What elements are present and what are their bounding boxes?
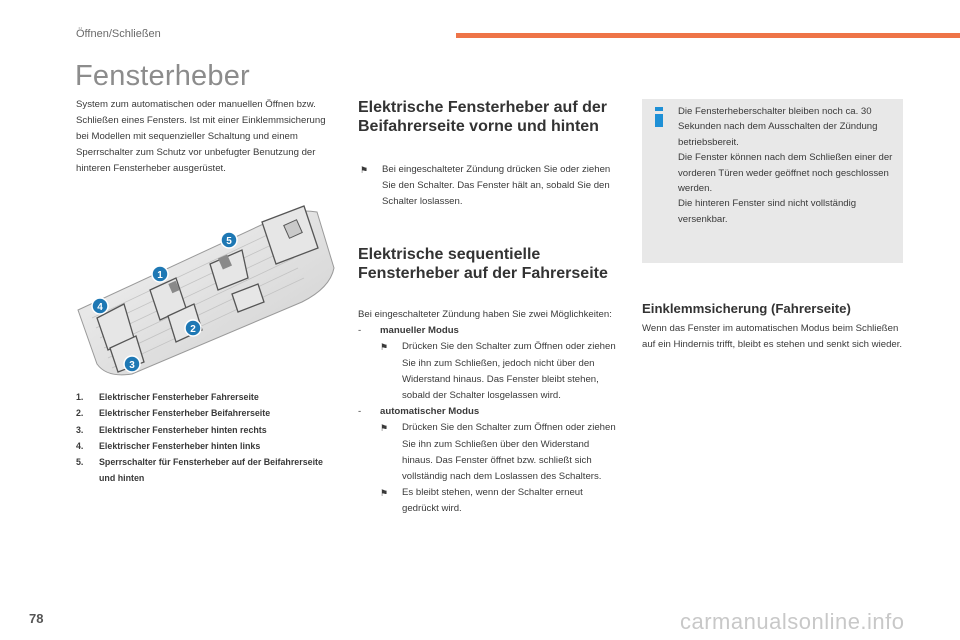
callout-3 bbox=[124, 356, 140, 372]
bullet-flag-icon: ⚑ bbox=[380, 342, 389, 353]
svg-text:2: 2 bbox=[190, 324, 196, 335]
info-icon bbox=[652, 107, 666, 127]
callout-1 bbox=[152, 266, 168, 282]
manual-bullet: ⚑ Drücken Sie den Schalter zum Öffnen oder ziehen Sie ihn zum Schließen, jedoch nicht über den Widerstand hinaus. Das Fenster bleibt stehen, sobald der Schalter losgelassen wird. bbox=[358, 339, 620, 404]
bullet-flag-icon: ⚑ bbox=[360, 165, 369, 175]
driver-intro: Bei eingeschalteter Zündung haben Sie zwei Möglichkeiten: bbox=[358, 309, 612, 320]
driver-windows-heading: Elektrische sequentielle Fensterheber auf der Fahrerseite bbox=[358, 246, 608, 282]
section-label: Öffnen/Schließen bbox=[76, 28, 161, 40]
callout-2 bbox=[185, 320, 201, 336]
intro-paragraph: System zum automatischen oder manuellen Öffnen bzw. Schließen eines Fensters. Ist mit einer Einklemmsicherung bei Modellen mit sequenzieller Schaltung und einem Sperrschalter zum Schutz vor unbefugter Benutzung der hinteren Fensterheber ausgerüstet. bbox=[76, 99, 326, 174]
legend-item: 4. Elektrischer Fensterheber hinten links bbox=[76, 440, 261, 451]
info-text: Die Fensterheberschalter bleiben noch ca. 30 Sekunden nach dem Ausschalten der Zündung betriebsbereit. Die Fenster können nach dem Schließen einer der vorderen Türen weder geöffnet noch geschlossen werden. Die hinteren Fenster sind nicht vollständig versenkbar. bbox=[678, 106, 893, 225]
passenger-windows-bullet: ⚑ Bei eingeschalteter Zündung drücken Sie oder ziehen Sie den Schalter. Das Fenster hält an, sobald Sie den Schalter loslassen. bbox=[360, 162, 622, 211]
page-title: Fensterheber bbox=[75, 60, 250, 92]
mode-manual: - manueller Modus bbox=[358, 325, 459, 337]
svg-text:3: 3 bbox=[129, 360, 135, 371]
page-number: 78 bbox=[29, 611, 44, 626]
bullet-flag-icon: ⚑ bbox=[380, 488, 389, 499]
header-accent-bar bbox=[456, 33, 960, 38]
window-switch-diagram bbox=[72, 198, 337, 378]
callout-4 bbox=[92, 298, 108, 314]
svg-text:4: 4 bbox=[97, 302, 103, 313]
callout-5 bbox=[221, 232, 237, 248]
svg-text:5: 5 bbox=[226, 236, 232, 247]
legend-item: 5. Sperrschalter für Fensterheber auf der Beifahrerseite und hinten bbox=[76, 457, 323, 484]
anti-pinch-text: Wenn das Fenster im automatischen Modus beim Schließen auf ein Hindernis trifft, bleibt es stehen und senkt sich wieder. bbox=[642, 323, 903, 351]
anti-pinch-heading: Einklemmsicherung (Fahrerseite) bbox=[642, 301, 851, 316]
auto-bullet-2: ⚑ Es bleibt stehen, wenn der Schalter erneut gedrückt wird. bbox=[358, 485, 620, 517]
mode-auto: - automatischer Modus bbox=[358, 406, 480, 418]
legend-item: 2. Elektrischer Fensterheber Beifahrerseite bbox=[76, 408, 271, 419]
auto-bullet-1: ⚑ Drücken Sie den Schalter zum Öffnen oder ziehen Sie ihn zum Schließen über den Widerstand hinaus. Das Fenster öffnet bzw. schließt sich vollständig nach dem Loslassen des Schalters. bbox=[358, 420, 620, 485]
legend-item: 1. Elektrischer Fensterheber Fahrerseite bbox=[76, 392, 259, 402]
driver-windows-body bbox=[358, 307, 620, 518]
watermark: carmanualsonline.info bbox=[680, 609, 905, 634]
diagram-legend bbox=[76, 389, 338, 487]
svg-text:1: 1 bbox=[157, 270, 163, 281]
legend-item: 3. Elektrischer Fensterheber hinten rechts bbox=[76, 424, 267, 435]
passenger-windows-heading: Elektrische Fensterheber auf der Beifahrerseite vorne und hinten bbox=[358, 99, 607, 135]
bullet-flag-icon: ⚑ bbox=[380, 423, 389, 434]
